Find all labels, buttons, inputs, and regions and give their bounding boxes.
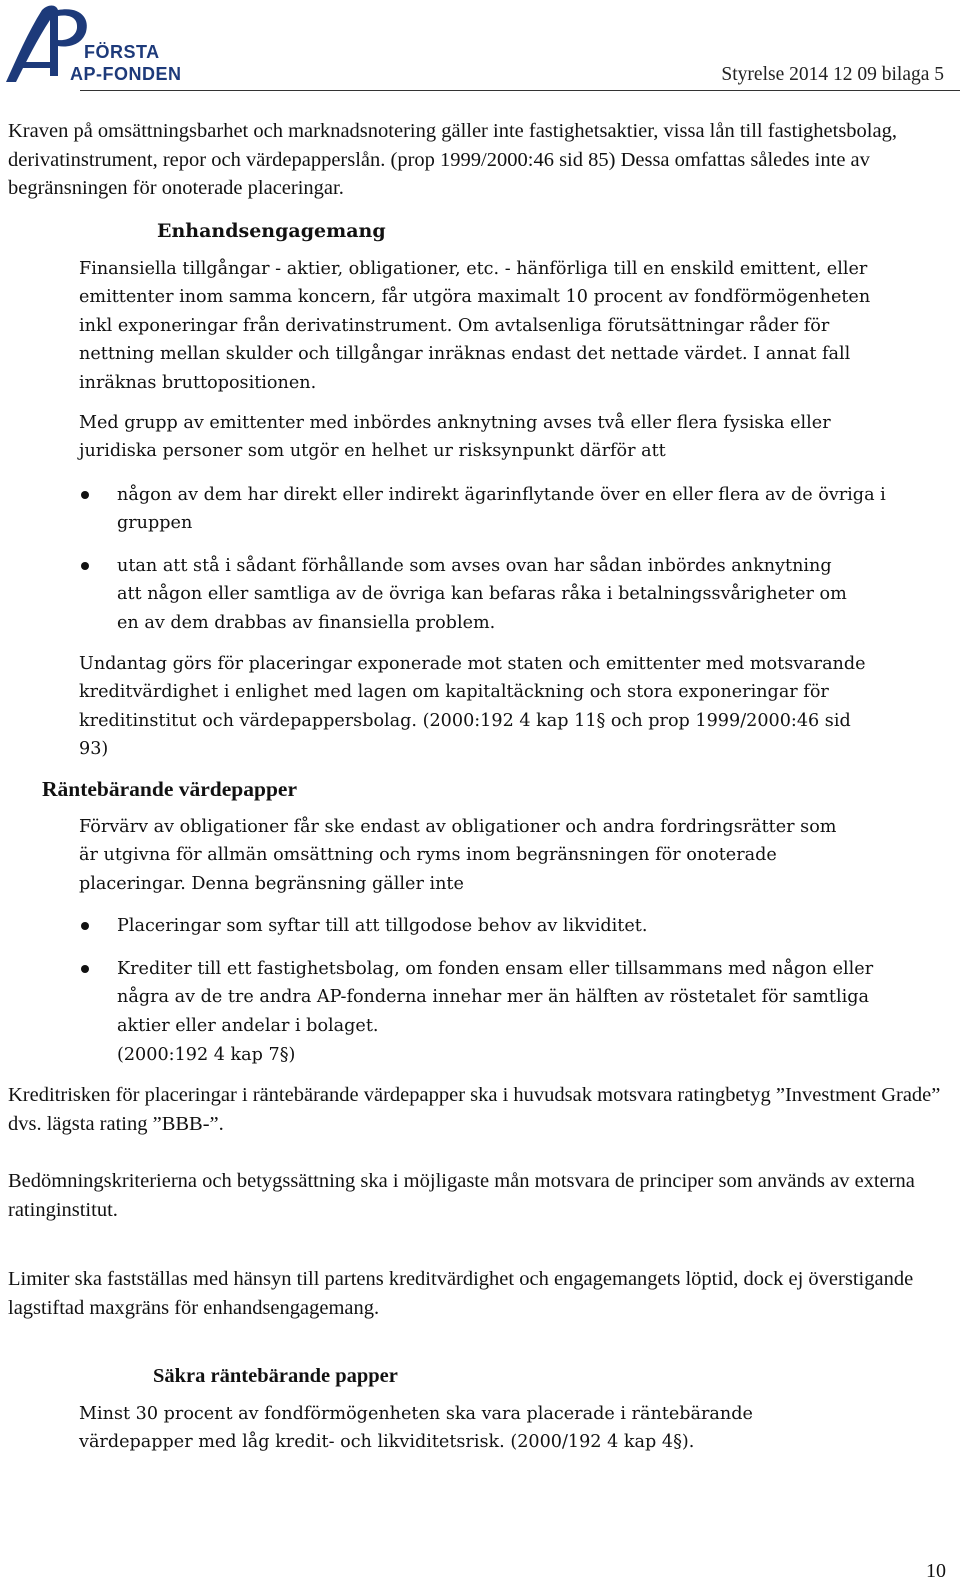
list-item: utan att stå i sådant förhållande som avses ovan har sådan inbördes anknytning att någon eller samtliga av de övriga kan befaras råka i betalningssvårigheter om en av dem drabbas av finansiella problem.: [117, 556, 847, 633]
bullet-marker: [81, 965, 89, 973]
bullet-marker: [81, 491, 89, 499]
paragraph-finansiella-tillgangar: Finansiella tillgångar - aktier, obligationer, etc. - hänförliga till en enskild emittent, eller emittenter inom samma koncern, får utgöra maximalt 10 procent av fondförmögenheten inkl exponeringar från derivatinstrument. Om avtalsenliga förutsättningar råder för nettning mellan skulder och tillgångar inräknas endast det nettade värdet. I annat fall inräknas bruttopositionen.: [79, 259, 871, 393]
paragraph-minst-30-procent: Minst 30 procent av fondförmögenheten ska vara placerade i räntebärande värdepapper med låg kredit- och likviditetsrisk. (2000/192 4 kap 4§).: [79, 1404, 753, 1453]
page-number: 10: [926, 1560, 946, 1582]
paragraph-forvarv: Förvärv av obligationer får ske endast av obligationer och andra fordringsrätter som är utgivna för allmän omsättning och ryms inom begränsningen för onoterade placeringar. Denna begränsning gäller inte: [79, 817, 837, 894]
section-heading-sakra: Säkra räntebärande papper: [153, 1365, 398, 1387]
section-heading-rantebarande: Räntebärande värdepapper: [42, 777, 298, 801]
bullet-marker: [81, 922, 89, 930]
logo-text-ap-fonden: AP-FONDEN: [70, 64, 182, 84]
header-divider: [80, 90, 960, 91]
logo-text-forsta: FÖRSTA: [84, 42, 160, 62]
list-item: någon av dem har direkt eller indirekt ägarinflytande över en eller flera av de övriga i gruppen: [117, 485, 886, 534]
intro-paragraph: Kraven på omsättningsbarhet och marknadsnotering gäller inte fastighetsaktier, vissa lån till fastighetsbolag, derivatinstrument, repor och värdepapperslån. (prop 1999/2000:46 sid 85) Dessa omfattas således inte av begränsningen för onoterade placeringar.: [8, 120, 897, 199]
list-item: Krediter till ett fastighetsbolag, om fonden ensam eller tillsammans med någon eller några av de tre andra AP-fonderna innehar mer än hälften av röstetalet för samtliga aktier eller andelar i bolaget.: [117, 959, 874, 1036]
list-item-reference: (2000:192 4 kap 7§): [117, 1045, 296, 1065]
logo: [2, 2, 192, 88]
paragraph-kreditrisken: Kreditrisken för placeringar i räntebärande värdepapper ska i huvudsak motsvara ratingbetyg ”Investment Grade” dvs. lägsta rating ”BBB-”.: [8, 1084, 941, 1135]
paragraph-grupp-av-emittenter: Med grupp av emittenter med inbördes anknytning avses två eller flera fysiska eller juridiska personer som utgör en helhet ur risksynpunkt därför att: [79, 413, 831, 462]
bullet-marker: [81, 562, 89, 570]
paragraph-limiter: Limiter ska fastställas med hänsyn till partens kreditvärdighet och engagemangets löptid, dock ej överstigande lagstiftad maxgräns för enhandsengagemang.: [8, 1268, 914, 1319]
list-item: Placeringar som syftar till att tillgodose behov av likviditet.: [117, 916, 648, 936]
section-heading-enhandsengagemang: Enhandsengagemang: [157, 220, 386, 242]
paragraph-bedomningskriterierna: Bedömningskriterierna och betygssättning ska i möjligaste mån motsvara de principer som används av externa ratinginstitut.: [8, 1170, 915, 1221]
paragraph-undantag: Undantag görs för placeringar exponerade mot staten och emittenter med motsvarande kreditvärdighet i enlighet med lagen om kapitaltäckning och stora exponeringar för kreditinstitut och värdepappersbolag. (2000:192 4 kap 11§ och prop 1999/2000:46 sid 93): [79, 654, 866, 760]
document-label: Styrelse 2014 12 09 bilaga 5: [721, 64, 944, 85]
